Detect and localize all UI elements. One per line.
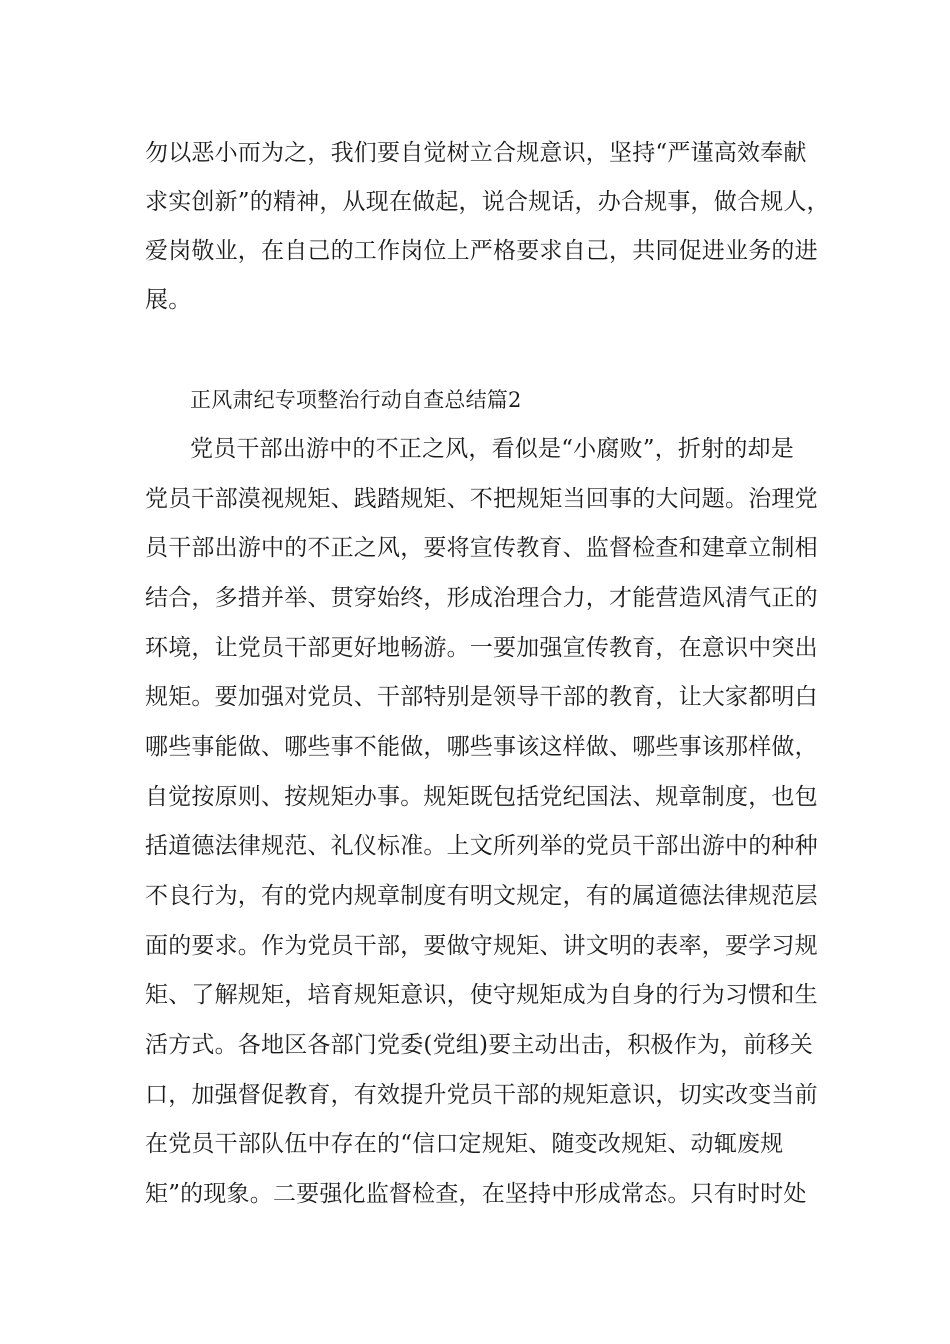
paragraph-2-line: 规矩。要加强对党员、干部特别是领导干部的教育，让大家都明白 — [145, 684, 818, 710]
section-title: 正风肃纪专项整治行动自查总结篇2 — [190, 388, 522, 412]
paragraph-2-line: 哪些事能做、哪些事不能做，哪些事该这样做、哪些事该那样做， — [145, 734, 818, 760]
paragraph-2-line: 员干部出游中的不正之风，要将宣传教育、监督检查和建章立制相 — [145, 535, 818, 561]
paragraph-2-line: 结合，多措并举、贯穿始终，形成治理合力，才能营造风清气正的 — [145, 585, 818, 611]
paragraph-2-line: 矩、了解规矩，培育规矩意识，使守规矩成为自身的行为习惯和生 — [145, 982, 818, 1008]
paragraph-2-line: 口，加强督促教育，有效提升党员干部的规矩意识，切实改变当前 — [145, 1082, 818, 1108]
paragraph-1-line: 展。 — [145, 287, 192, 313]
paragraph-2-line: 矩”的现象。二要强化监督检查，在坚持中形成常态。只有时时处 — [145, 1181, 807, 1207]
paragraph-2-line: 不良行为，有的党内规章制度有明文规定，有的属道德法律规范层 — [145, 883, 818, 909]
paragraph-2-line: 党员干部出游中的不正之风，看似是“小腐败”，折射的却是 — [190, 436, 794, 462]
paragraph-2-line: 括道德法律规范、礼仪标准。上文所列举的党员干部出游中的种种 — [145, 833, 818, 859]
paragraph-2-line: 在党员干部队伍中存在的“信口定规矩、随变改规矩、动辄废规 — [145, 1131, 784, 1157]
paragraph-2-line: 党员干部漠视规矩、践踏规矩、不把规矩当回事的大问题。治理党 — [145, 486, 818, 512]
paragraph-1-line: 勿以恶小而为之，我们要自觉树立合规意识，坚持“严谨高效奉献 — [145, 140, 807, 166]
paragraph-2-line: 面的要求。作为党员干部，要做守规矩、讲文明的表率，要学习规 — [145, 933, 818, 959]
paragraph-1-line: 求实创新”的精神，从现在做起，说合规话，办合规事，做合规人， — [145, 189, 830, 215]
paragraph-2-line: 活方式。各地区各部门党委(党组)要主动出击，积极作为，前移关 — [145, 1032, 813, 1058]
paragraph-2-line: 自觉按原则、按规矩办事。规矩既包括党纪国法、规章制度，也包 — [145, 784, 818, 810]
paragraph-2-line: 环境，让党员干部更好地畅游。一要加强宣传教育，在意识中突出 — [145, 635, 818, 661]
paragraph-1-line: 爱岗敬业，在自己的工作岗位上严格要求自己，共同促进业务的进 — [145, 238, 818, 264]
